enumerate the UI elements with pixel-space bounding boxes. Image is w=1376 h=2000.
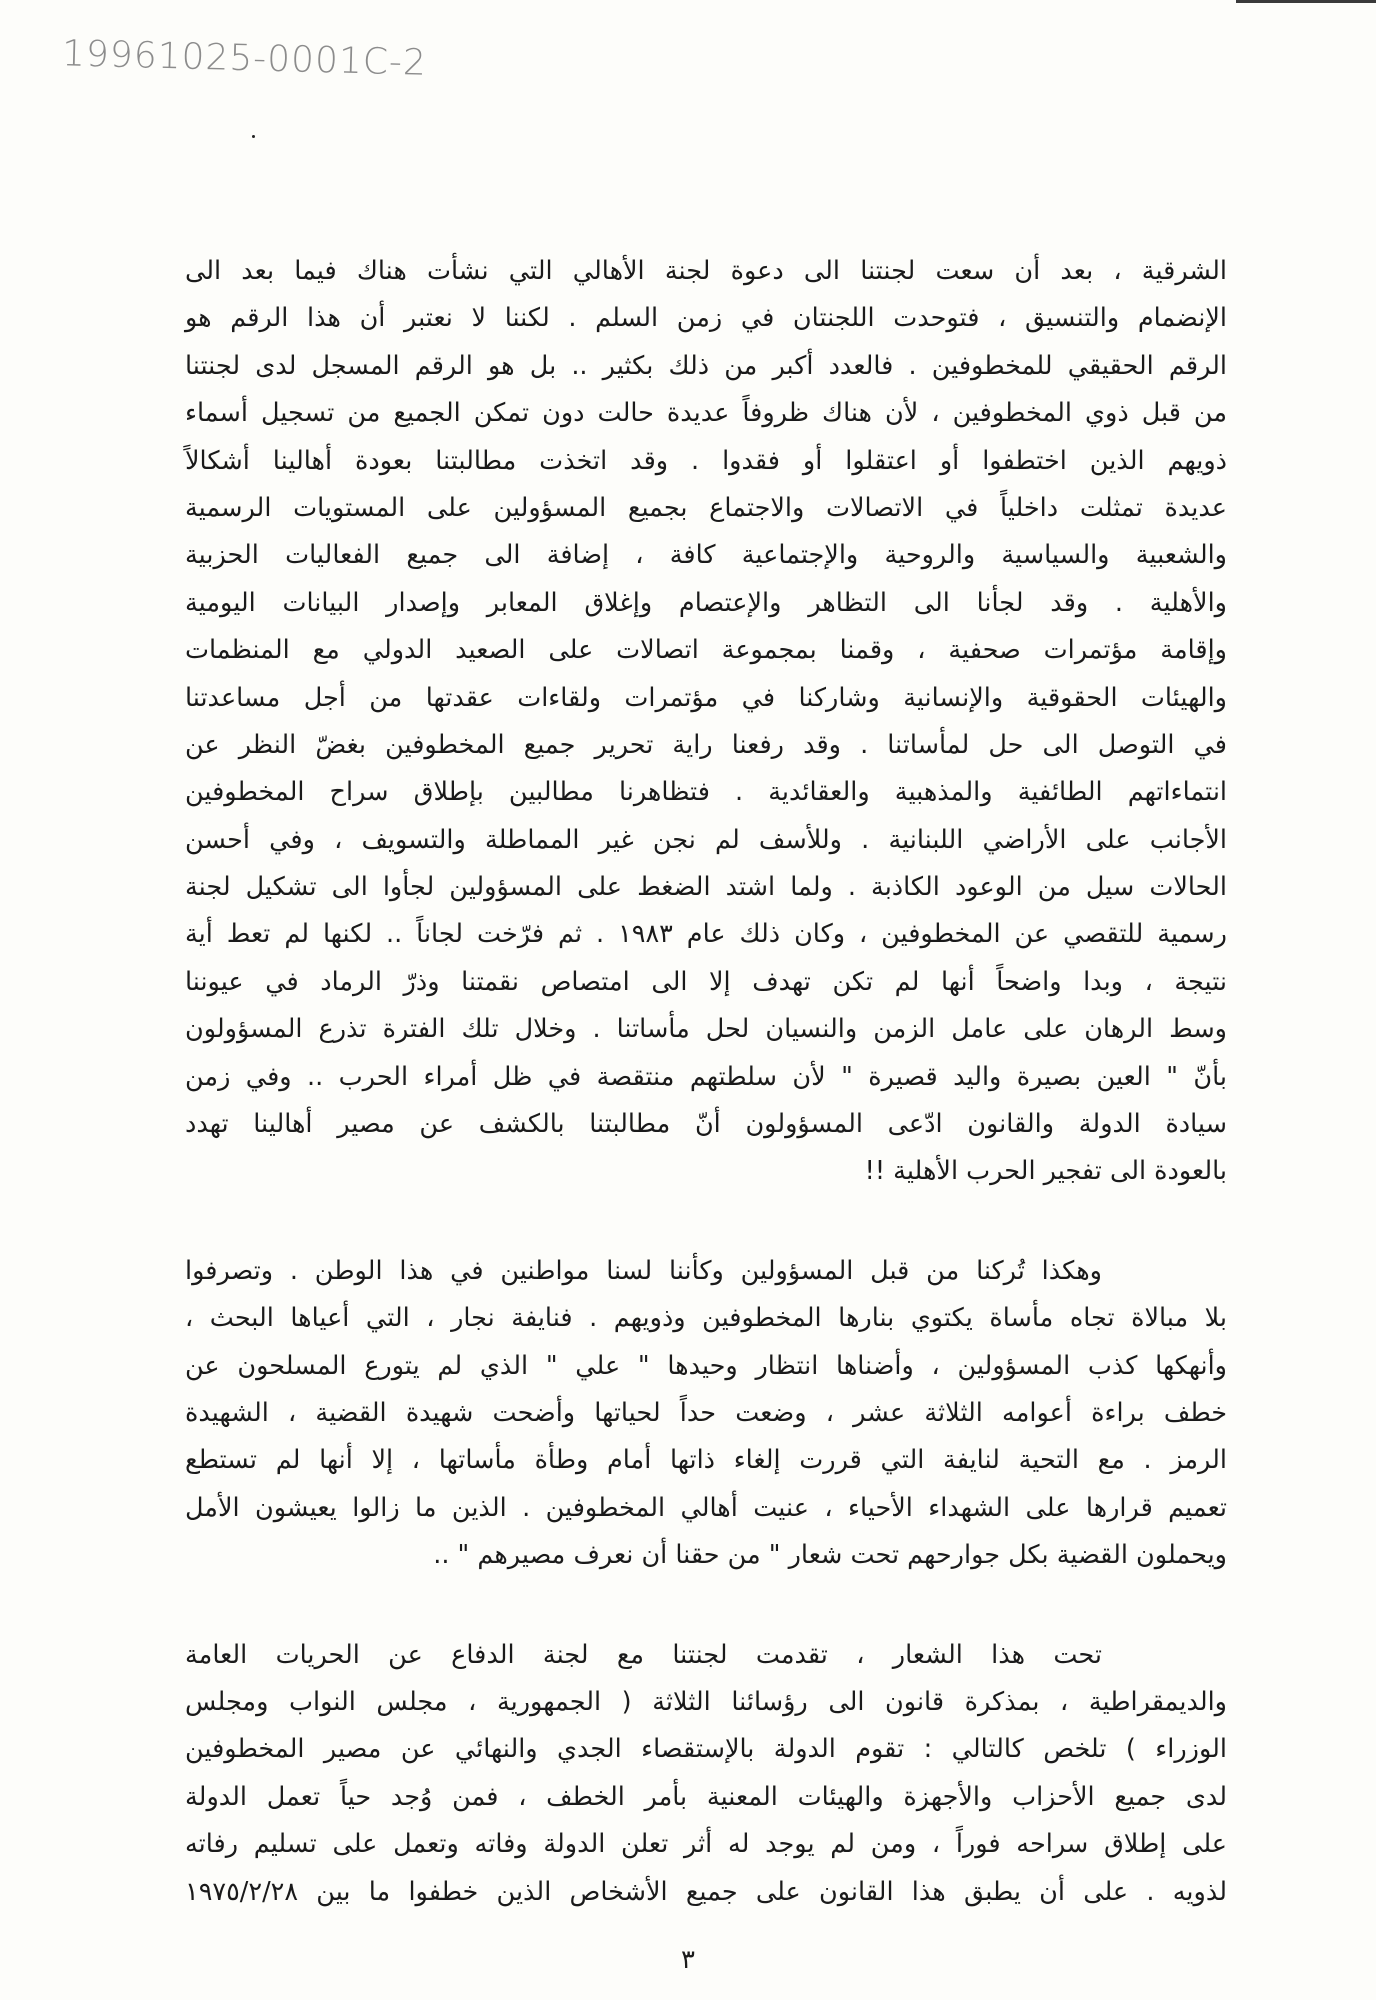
text-line: من قبل ذوي المخطوفين ، لأن هناك ظروفاً عديدة حالت دون تمكن الجميع من تسجيل أسماء <box>185 398 1227 429</box>
text-line: الرقم الحقيقي للمخطوفين . فالعدد أكبر من ذلك بكثير .. بل هو الرقم المسجل لدى لجنتنا <box>185 350 1227 381</box>
text-line: الشرقية ، بعد أن سعت لجنتنا الى دعوة لجنة الأهالي التي نشأت هناك فيما بعد الى <box>185 256 1227 286</box>
text-line: بلا مبالاة تجاه مأساة يكتوي بنارها المخطوفين وذويهم . فنايفة نجار ، التي أعياها البحث ، <box>185 1303 1227 1334</box>
text-line: ذويهم الذين اختطفوا أو اعتقلوا أو فقدوا . وقد اتخذت مطالبتنا بعودة أهالينا أشكالاً <box>185 445 1227 476</box>
scan-edge <box>1236 0 1376 3</box>
paragraph-spacer <box>185 1580 1227 1632</box>
text-line: وهكذا تُركنا من قبل المسؤولين وكأننا لسنا مواطنين في هذا الوطن . وتصرفوا <box>185 1255 1102 1286</box>
text-line: لدى جميع الأحزاب والأجهزة والهيئات المعنية بأمر الخطف ، فمن وُجد حياً تعمل الدولة <box>185 1781 1227 1812</box>
text-line: الإنضمام والتنسيق ، فتوحدت اللجنتان في زمن السلم . لكننا لا نعتبر أن هذا الرقم هو <box>185 303 1227 334</box>
text-line: بالعودة الى تفجير الحرب الأهلية !! <box>864 1156 1227 1187</box>
text-line: نتيجة ، وبدا واضحاً أنها لم تكن تهدف إلا الى امتصاص نقمتنا وذرّ الرماد في عيوننا <box>185 966 1227 997</box>
handwritten-reference-number: 19961025-0001C-2 <box>61 33 428 84</box>
page-number: ٣ <box>681 1945 695 1975</box>
document-body <box>185 248 1227 1916</box>
text-line: رسمية للتقصي عن المخطوفين ، وكان ذلك عام ١٩٨٣ . ثم فرّخت لجاناً .. لكنها لم تعط أية <box>185 919 1227 950</box>
text-line: والأهلية . وقد لجأنا الى التظاهر والإعتصام وإغلاق المعابر وإصدار البيانات اليومية <box>185 587 1227 618</box>
text-line: تعميم قرارها على الشهداء الأحياء ، عنيت أهالي المخطوفين . الذين ما زالوا يعيشون الأمل <box>185 1492 1227 1523</box>
text-line: على إطلاق سراحه فوراً ، ومن لم يوجد له أثر تعلن الدولة وفاته وتعمل على تسليم رفاته <box>185 1829 1227 1860</box>
text-line: لذويه . على أن يطبق هذا القانون على جميع الأشخاص الذين خطفوا ما بين ١٩٧٥/٢/٢٨ <box>185 1876 1227 1907</box>
text-line: تحت هذا الشعار ، تقدمت لجنتنا مع لجنة الدفاع عن الحريات العامة <box>185 1639 1102 1670</box>
paragraph-spacer <box>185 1196 1227 1248</box>
text-line: عديدة تمثلت داخلياً في الاتصالات والاجتماع بجميع المسؤولين على المستويات الرسمية <box>185 492 1227 523</box>
paragraph-2 <box>185 1248 1227 1580</box>
text-line: والديمقراطية ، بمذكرة قانون الى رؤسائنا الثلاثة ( الجمهورية ، مجلس النواب ومجلس <box>185 1686 1227 1717</box>
text-line: سيادة الدولة والقانون ادّعى المسؤولون أنّ مطالبتنا بالكشف عن مصير أهالينا تهدد <box>185 1109 1227 1140</box>
text-line: والهيئات الحقوقية والإنسانية وشاركنا في مؤتمرات ولقاءات عقدتها من أجل مساعدتنا <box>185 682 1227 713</box>
text-line: وسط الرهان على عامل الزمن والنسيان لحل مأساتنا . وخلال تلك الفترة تذرع المسؤولون <box>185 1014 1227 1045</box>
text-line: ويحملون القضية بكل جوارحهم تحت شعار " من حقنا أن نعرف مصيرهم " .. <box>433 1540 1227 1571</box>
text-line: وإقامة مؤتمرات صحفية ، وقمنا بمجموعة اتصالات على الصعيد الدولي مع المنظمات <box>185 635 1227 666</box>
text-line: انتماءاتهم الطائفية والمذهبية والعقائدية . فتظاهرنا مطالبين بإطلاق سراح المخطوفين <box>185 777 1227 808</box>
text-line: الرمز . مع التحية لنايفة التي قررت إلغاء ذاتها أمام وطأة مأساتها ، إلا أنها لم تستطع <box>185 1445 1227 1476</box>
text-line: والشعبية والسياسية والروحية والإجتماعية كافة ، إضافة الى جميع الفعاليات الحزبية <box>185 540 1227 571</box>
paragraph-3 <box>185 1632 1227 1916</box>
text-line: خطف براءة أعوامه الثلاثة عشر ، وضعت حداً لحياتها وأضحت شهيدة القضية ، الشهيدة <box>185 1397 1227 1428</box>
text-line: بأنّ " العين بصيرة واليد قصيرة " لأن سلطتهم منتقصة في ظل أمراء الحرب .. وفي زمن <box>185 1061 1227 1092</box>
text-line: الحالات سيل من الوعود الكاذبة . ولما اشتد الضغط على المسؤولين لجأوا الى تشكيل لجنة <box>185 872 1227 903</box>
paragraph-1 <box>185 248 1227 1196</box>
scan-speck <box>252 135 255 138</box>
text-line: في التوصل الى حل لمأساتنا . وقد رفعنا راية تحرير جميع المخطوفين بغضّ النظر عن <box>185 729 1227 760</box>
text-line: الوزراء ) تلخص كالتالي : تقوم الدولة بالإستقصاء الجدي والنهائي عن مصير المخطوفين <box>185 1734 1227 1765</box>
text-line: وأنهكها كذب المسؤولين ، وأضناها انتظار وحيدها " علي " الذي لم يتورع المسلحون عن <box>185 1350 1227 1381</box>
text-line: الأجانب على الأراضي اللبنانية . وللأسف لم نجن غير المماطلة والتسويف ، وفي أحسن <box>185 824 1227 855</box>
